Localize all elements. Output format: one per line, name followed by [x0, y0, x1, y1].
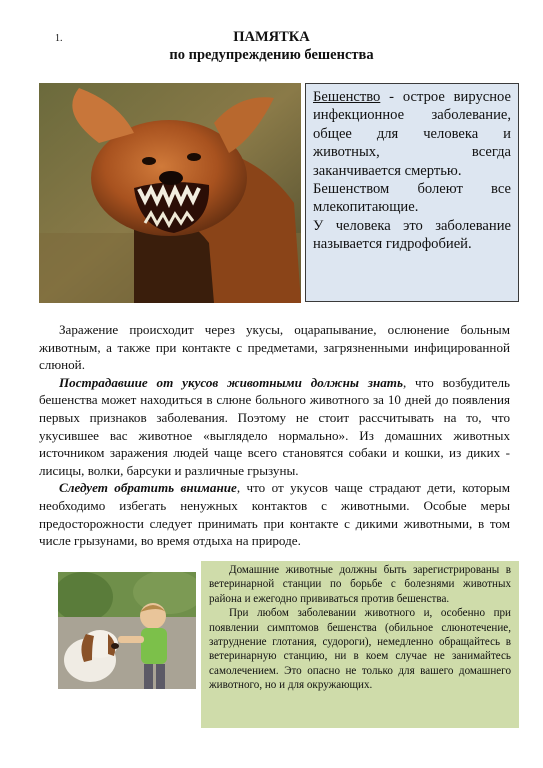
hydrophobia-paragraph: У человека это заболевание называется гидрофобией.: [313, 217, 511, 253]
attention-lead: Следует обратить внимание: [59, 480, 237, 496]
rabies-definition-box: [305, 83, 519, 302]
definition-paragraph: [313, 88, 511, 180]
rabid-dog-photo: [39, 83, 301, 303]
attention-text: , что от укусов чаще страдают дети, которым необходимо избегать ненужных контактов с животными. Особые меры предосторожности следует принимать при контакте с дикими животными, в том числе грызунами, во время отдыха на природе.: [39, 480, 510, 549]
page-title: ПАМЯТКА: [233, 29, 310, 45]
victims-text: , что возбудитель бешенства может находиться в слюне больного животного за 10 дней до появления первых признаков заболевания. Поэтому не стоит рассчитывать на то, что укусившее вас животное «выглядело нормально». Из домашних животных источником заражения людей чаще всего становятся собаки и кошки, из диких - лисицы, волки, барсуки и различные грызуны.: [39, 374, 510, 478]
page-subtitle: по предупреждению бешенства: [169, 47, 374, 63]
definition-text: - острое вирусное инфекционное заболевание, общее для человека и животных, всегда заканчивается смертью.: [313, 89, 511, 179]
attention-paragraph: [39, 479, 510, 549]
symptoms-paragraph: При любом заболевании животного и, особенно при появлении симптомов бешенства (обильное слюнотечение, затруднение глотания, судороги), немедленно обращайтесь в ветеринарную станцию, ни в коем случае не занимайтесь самолечением. Это опасно не только для вашего домашнего животного, но и для окружающих.: [209, 607, 511, 692]
victims-paragraph: [39, 374, 510, 480]
main-text: [39, 321, 510, 550]
pet-advice-box: [201, 561, 519, 728]
registration-paragraph: Домашние животные должны быть зарегистрированы в ветеринарной станции по борьбе с болезнями животных района и ежегодно прививаться против бешенства.: [209, 564, 511, 605]
boy-with-dog-photo: [58, 572, 196, 689]
infection-paragraph: Заражение происходит через укусы, оцарапывание, ослюнение больным животным, а также при контакте с предметами, загрязненными инфицированной слюной.: [39, 322, 510, 373]
page-number: 1.: [55, 33, 63, 44]
mammals-paragraph: Бешенством болеют все млекопитающие.: [313, 181, 511, 216]
victims-lead: Пострадавшие от укусов животными должны знать: [59, 374, 403, 390]
term-rabies: Бешенство: [313, 89, 381, 105]
